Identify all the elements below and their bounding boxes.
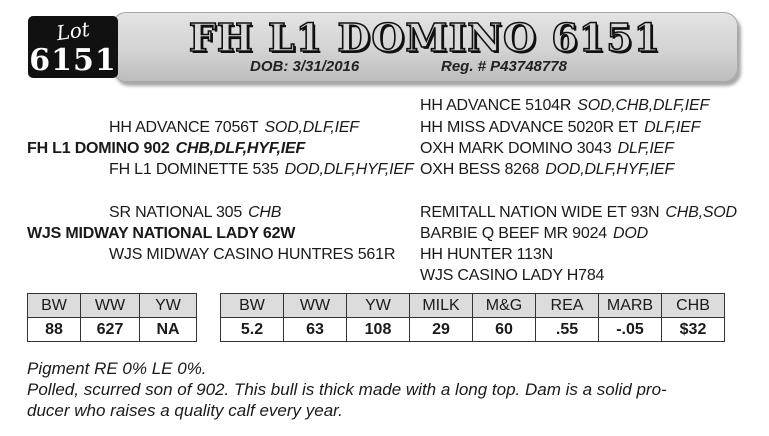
pedigree-name: HH HUNTER 113N xyxy=(420,246,553,263)
table-cell: 5.2 xyxy=(221,318,284,342)
pedigree-ddd xyxy=(420,266,604,286)
pedigree-dam-sire xyxy=(109,203,281,223)
table-cell: -.05 xyxy=(599,318,662,342)
pedigree-dsd xyxy=(420,224,648,244)
table-cell: 627 xyxy=(81,318,140,342)
pedigree-sdd xyxy=(420,160,674,180)
pedigree-sire-sire xyxy=(109,118,359,138)
pedigree-sss xyxy=(420,96,709,116)
registration-number: Reg. # P43748778 xyxy=(441,58,567,75)
table-header: CHB xyxy=(662,294,725,318)
pedigree-name: REMITALL NATION WIDE ET 93N xyxy=(420,204,660,221)
pedigree-name: WJS CASINO LADY H784 xyxy=(420,267,605,284)
actual-weights-table xyxy=(27,293,197,342)
table-header: BW xyxy=(28,294,81,318)
pedigree-dam-dam xyxy=(109,245,395,265)
table-header: M&G xyxy=(473,294,536,318)
table-cell: 88 xyxy=(28,318,81,342)
table-cell: 63 xyxy=(284,318,347,342)
pigment-note: Pigment RE 0% LE 0%. xyxy=(27,359,207,378)
pedigree-name: OXH MARK DOMINO 3043 xyxy=(420,140,612,157)
table-header: WW xyxy=(81,294,140,318)
table-header: WW xyxy=(284,294,347,318)
table-header: BW xyxy=(221,294,284,318)
pedigree-suffix: SOD,DLF,IEF xyxy=(264,119,359,136)
pedigree-sire-dam xyxy=(109,160,413,180)
table-header: MARB xyxy=(599,294,662,318)
pedigree-name: FH L1 DOMINO 902 xyxy=(27,140,170,157)
pedigree-suffix: DLF,IEF xyxy=(617,140,674,157)
pedigree-name: HH ADVANCE 7056T xyxy=(109,119,259,136)
pedigree-name: WJS MIDWAY NATIONAL LADY 62W xyxy=(27,225,296,242)
pedigree-name: BARBIE Q BEEF MR 9024 xyxy=(420,225,607,242)
pedigree-suffix: DOD xyxy=(612,225,648,242)
pedigree-suffix: DOD,DLF,HYF,IEF xyxy=(284,161,414,178)
date-of-birth: DOB: 3/31/2016 xyxy=(250,58,360,75)
pedigree-dss xyxy=(420,203,737,223)
table-header: REA xyxy=(536,294,599,318)
pedigree-name: SR NATIONAL 305 xyxy=(109,204,243,221)
pedigree-dds xyxy=(420,245,553,265)
table-cell: .55 xyxy=(536,318,599,342)
description-line: ducer who raises a quality calf every year. xyxy=(27,401,343,420)
pedigree-suffix: SOD,CHB,DLF,IEF xyxy=(577,97,710,114)
table-header: YW xyxy=(140,294,197,318)
table-cell: NA xyxy=(140,318,197,342)
table-header: MILK xyxy=(410,294,473,318)
lot-badge xyxy=(28,16,118,78)
pedigree-suffix: DLF,IEF xyxy=(644,119,701,136)
epd-table xyxy=(220,293,725,342)
pedigree-name: FH L1 DOMINETTE 535 xyxy=(109,161,279,178)
table-cell: 108 xyxy=(347,318,410,342)
pedigree-ssd xyxy=(420,118,700,138)
pedigree-dam xyxy=(27,224,295,244)
pedigree-suffix: CHB xyxy=(248,204,282,221)
pedigree-name: HH ADVANCE 5104R xyxy=(420,97,572,114)
description-line: Polled, scurred son of 902. This bull is thick made with a long top. Dam is a solid pro- xyxy=(27,380,667,399)
lot-notes xyxy=(27,358,743,421)
table-cell: 29 xyxy=(410,318,473,342)
animal-name: FH L1 DOMINO 6151 xyxy=(188,15,662,60)
table-cell: 60 xyxy=(473,318,536,342)
pedigree-suffix: CHB,SOD xyxy=(665,204,737,221)
pedigree-suffix: DOD,DLF,HYF,IEF xyxy=(545,161,675,178)
pedigree-name: OXH BESS 8268 xyxy=(420,161,540,178)
pedigree-name: WJS MIDWAY CASINO HUNTRES 561R xyxy=(109,246,396,263)
pedigree-sds xyxy=(420,139,674,159)
lot-number: 6151 xyxy=(29,43,117,78)
pedigree-name: HH MISS ADVANCE 5020R ET xyxy=(420,119,639,136)
table-header: YW xyxy=(347,294,410,318)
lot-label: Lot xyxy=(54,16,92,46)
pedigree-suffix: CHB,DLF,HYF,IEF xyxy=(175,140,306,157)
pedigree-sire xyxy=(27,139,305,159)
table-cell: $32 xyxy=(662,318,725,342)
